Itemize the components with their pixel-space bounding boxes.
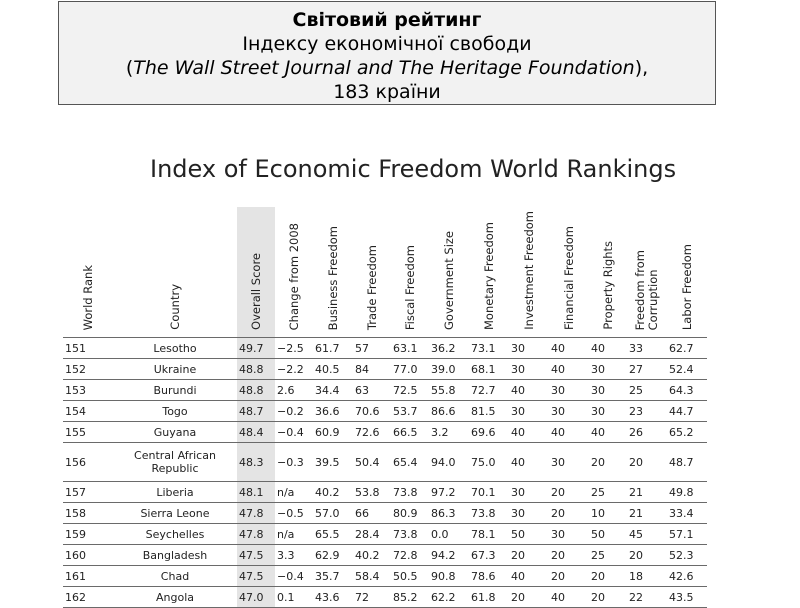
table-header-row [63,207,707,338]
country-cell: Guyana [113,422,237,443]
country-cell: Sierra Leone [113,503,237,524]
value-cell: 68.1 [469,359,509,380]
rank-cell: 158 [63,503,113,524]
value-cell: 52.3 [667,545,707,566]
value-cell: 84 [353,359,391,380]
value-cell: 25 [589,482,627,503]
value-cell: 2.6 [275,380,313,401]
rank-cell: 156 [63,443,113,482]
value-cell: 86.3 [429,503,469,524]
table-row [63,359,707,380]
value-cell: 52.4 [667,359,707,380]
value-cell: 35.7 [313,566,353,587]
value-cell: 94.0 [429,443,469,482]
rank-cell: 162 [63,587,113,608]
value-cell: 33 [627,338,667,359]
value-cell: 47.0 [237,587,275,608]
value-cell: −0.5 [275,503,313,524]
title-line-3: (The Wall Street Journal and The Heritage Foundation), [125,57,649,79]
column-header: Monetary Freedom [481,221,496,330]
country-cell: Central African Republic [113,443,237,482]
value-cell: 48.7 [237,401,275,422]
title-line-4: 183 країни [333,81,441,103]
value-cell: 40 [509,566,549,587]
value-cell: 40 [549,422,589,443]
table-body [63,338,707,608]
value-cell: 49.7 [237,338,275,359]
column-header: Fiscal Freedom [402,244,417,330]
title-line-2: Індексу економічної свободи [242,33,532,55]
value-cell: 20 [589,587,627,608]
value-cell: 60.9 [313,422,353,443]
value-cell: 30 [509,338,549,359]
value-cell: 25 [589,545,627,566]
value-cell: 67.3 [469,545,509,566]
value-cell: 30 [549,380,589,401]
value-cell: 34.4 [313,380,353,401]
value-cell: 57 [353,338,391,359]
value-cell: 58.4 [353,566,391,587]
value-cell: 20 [509,545,549,566]
rank-cell: 155 [63,422,113,443]
value-cell: 65.2 [667,422,707,443]
column-header: Financial Freedom [561,226,576,330]
value-cell: 44.7 [667,401,707,422]
value-cell: 20 [509,587,549,608]
value-cell: 73.8 [391,524,429,545]
table-row [63,587,707,608]
value-cell: 30 [549,401,589,422]
column-header: Freedom from Corruption [633,249,660,330]
value-cell: 40 [549,359,589,380]
column-header: Government Size [441,231,456,330]
column-header: World Rank [80,264,95,330]
value-cell: 20 [549,503,589,524]
value-cell: 65.4 [391,443,429,482]
value-cell: 39.0 [429,359,469,380]
column-header: Trade Freedom [364,244,379,330]
rank-cell: 161 [63,566,113,587]
table-row [63,380,707,401]
value-cell: 18 [627,566,667,587]
value-cell: 63 [353,380,391,401]
value-cell: 69.6 [469,422,509,443]
value-cell: 77.0 [391,359,429,380]
country-cell: Chad [113,566,237,587]
table-row [63,545,707,566]
table-row [63,503,707,524]
value-cell: 61.8 [469,587,509,608]
value-cell: 61.7 [313,338,353,359]
value-cell: 65.5 [313,524,353,545]
table-row [63,443,707,482]
country-cell: Ukraine [113,359,237,380]
value-cell: 50.5 [391,566,429,587]
table-row [63,566,707,587]
value-cell: 30 [549,443,589,482]
value-cell: −0.3 [275,443,313,482]
value-cell: 55.8 [429,380,469,401]
value-cell: 45 [627,524,667,545]
country-cell: Togo [113,401,237,422]
value-cell: 30 [509,503,549,524]
source-name: The Wall Street Journal and The Heritage Foundation [133,57,635,79]
column-header: Change from 2008 [286,222,301,330]
column-header: Property Rights [600,241,615,330]
value-cell: 40 [549,338,589,359]
value-cell: 48.4 [237,422,275,443]
value-cell: 40 [589,338,627,359]
value-cell: 78.6 [469,566,509,587]
value-cell: 21 [627,482,667,503]
value-cell: 25 [627,380,667,401]
value-cell: 70.6 [353,401,391,422]
value-cell: 40.2 [313,482,353,503]
value-cell: 81.5 [469,401,509,422]
value-cell: 28.4 [353,524,391,545]
rank-cell: 160 [63,545,113,566]
table-row [63,524,707,545]
value-cell: 57.1 [667,524,707,545]
value-cell: 70.1 [469,482,509,503]
rank-cell: 159 [63,524,113,545]
value-cell: 62.7 [667,338,707,359]
value-cell: 63.1 [391,338,429,359]
value-cell: 43.5 [667,587,707,608]
value-cell: 33.4 [667,503,707,524]
value-cell: 48.7 [667,443,707,482]
country-cell: Liberia [113,482,237,503]
value-cell: 86.6 [429,401,469,422]
value-cell: 3.2 [429,422,469,443]
value-cell: 20 [589,443,627,482]
value-cell: 85.2 [391,587,429,608]
value-cell: 40.2 [353,545,391,566]
value-cell: 94.2 [429,545,469,566]
value-cell: 30 [589,380,627,401]
value-cell: 78.1 [469,524,509,545]
rank-cell: 153 [63,380,113,401]
value-cell: 20 [627,443,667,482]
value-cell: 50 [509,524,549,545]
country-cell: Burundi [113,380,237,401]
value-cell: 64.3 [667,380,707,401]
value-cell: 22 [627,587,667,608]
rank-cell: 157 [63,482,113,503]
table-row [63,338,707,359]
value-cell: 72.8 [391,545,429,566]
value-cell: 75.0 [469,443,509,482]
value-cell: 30 [589,359,627,380]
value-cell: n/a [275,524,313,545]
value-cell: 50.4 [353,443,391,482]
value-cell: 30 [509,401,549,422]
value-cell: 72.5 [391,380,429,401]
table-row [63,401,707,422]
value-cell: 72.6 [353,422,391,443]
slide-title-box [58,1,716,105]
value-cell: 0.1 [275,587,313,608]
value-cell: 73.8 [469,503,509,524]
value-cell: 48.8 [237,380,275,401]
table-row [63,422,707,443]
value-cell: 53.7 [391,401,429,422]
table-row [63,482,707,503]
value-cell: 20 [549,566,589,587]
value-cell: 42.6 [667,566,707,587]
value-cell: 36.6 [313,401,353,422]
value-cell: 27 [627,359,667,380]
rank-cell: 154 [63,401,113,422]
value-cell: −2.2 [275,359,313,380]
value-cell: 48.3 [237,443,275,482]
value-cell: 21 [627,503,667,524]
value-cell: 10 [589,503,627,524]
value-cell: 48.1 [237,482,275,503]
value-cell: 20 [549,545,589,566]
value-cell: 40 [509,422,549,443]
table-title: Index of Economic Freedom World Rankings [150,155,677,183]
value-cell: 3.3 [275,545,313,566]
value-cell: 23 [627,401,667,422]
value-cell: 80.9 [391,503,429,524]
column-header: Overall Score [237,207,275,338]
value-cell: 73.8 [391,482,429,503]
value-cell: 62.9 [313,545,353,566]
value-cell: 49.8 [667,482,707,503]
value-cell: 66 [353,503,391,524]
country-cell: Angola [113,587,237,608]
value-cell: 30 [589,401,627,422]
value-cell: 47.8 [237,524,275,545]
column-header: Country [167,284,182,330]
rank-cell: 151 [63,338,113,359]
value-cell: 48.8 [237,359,275,380]
value-cell: −0.2 [275,401,313,422]
value-cell: 20 [589,566,627,587]
rank-cell: 152 [63,359,113,380]
rankings-table [63,207,707,608]
value-cell: 47.5 [237,566,275,587]
value-cell: 20 [627,545,667,566]
value-cell: 50 [589,524,627,545]
value-cell: 40.5 [313,359,353,380]
value-cell: 53.8 [353,482,391,503]
country-cell: Seychelles [113,524,237,545]
country-cell: Lesotho [113,338,237,359]
column-header: Business Freedom [325,225,340,330]
value-cell: 90.8 [429,566,469,587]
value-cell: −0.4 [275,422,313,443]
value-cell: 66.5 [391,422,429,443]
value-cell: 39.5 [313,443,353,482]
value-cell: 47.5 [237,545,275,566]
value-cell: 0.0 [429,524,469,545]
value-cell: 30 [509,359,549,380]
value-cell: 40 [589,422,627,443]
value-cell: −0.4 [275,566,313,587]
value-cell: 72.7 [469,380,509,401]
value-cell: 40 [509,443,549,482]
value-cell: −2.5 [275,338,313,359]
value-cell: 20 [549,482,589,503]
title-line-1: Світовий рейтинг [292,9,482,31]
value-cell: 97.2 [429,482,469,503]
country-cell: Bangladesh [113,545,237,566]
value-cell: 30 [509,482,549,503]
value-cell: 72 [353,587,391,608]
value-cell: 40 [549,587,589,608]
value-cell: n/a [275,482,313,503]
column-header: Labor Freedom [679,243,694,330]
value-cell: 62.2 [429,587,469,608]
value-cell: 43.6 [313,587,353,608]
value-cell: 30 [549,524,589,545]
value-cell: 40 [509,380,549,401]
value-cell: 26 [627,422,667,443]
value-cell: 47.8 [237,503,275,524]
value-cell: 73.1 [469,338,509,359]
value-cell: 57.0 [313,503,353,524]
value-cell: 36.2 [429,338,469,359]
column-header: Investment Freedom [521,211,536,330]
